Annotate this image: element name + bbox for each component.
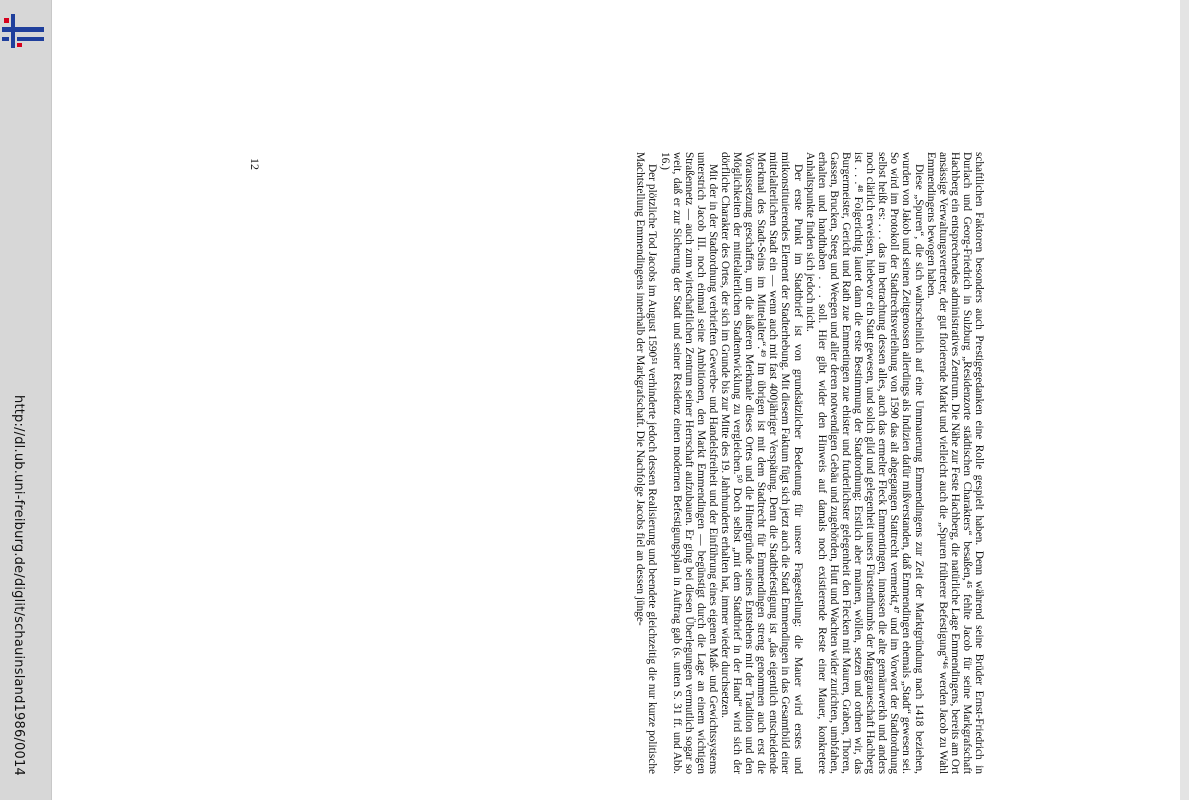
page-number: 12	[248, 158, 262, 170]
paragraph-5: Der plötzliche Tod Jacobs im August 1590⁵¹ verhinderte jedoch dessen Realisierung und beendete gleichzeitig die nur kurze politische Machtstellung Emmendingens innerhalb der Markgrafschaft. Die Nachfolge Jacobs fiel an dessen jünge-	[634, 152, 659, 774]
document-page	[634, 152, 985, 774]
right-scroll-edge	[1180, 0, 1189, 800]
ub-freiburg-logo-icon[interactable]	[2, 12, 46, 50]
paragraph-1: schaftlichen Faktoren besonders auch Prestigegedanken eine Rolle gespielt haben. Denn während seine Brüder Ernst-Friedrich in Durlach und Georg-Friedrich in Sulzburg „Residenzorte städtischen Charakters“ besaßen,⁴⁵ fehlte Jacob für seine Markgrafschaft Hachberg ein entsprechendes administratives Zentrum. Die Nähe zur Feste Hachberg, die natürliche Lage Emmendingens, bereits am Ort ansässige Verwaltungsvertreter, der gut florierende Markt und vielleicht auch die „Spuren früherer Befestigung“⁴⁶ werden Jacob zu Wahl Emmendingens bewogen haben.	[924, 152, 985, 774]
sidebar-caption	[0, 395, 26, 776]
paragraph-2: Diese „Spuren“, die sich wahrscheinlich auf eine Ummauerung Emmendingens zur Zeit der Marktgründung nach 1418 beziehen, wurden von Jakob und seinen Zeitgenossen allerdings als Indizien dafür mißverstanden, daß Emmendingen ehemals „Stadt“ gewesen sei. So wird im Protokoll der Stadtrechtsverleihung von 1590 das alt abgegangen Stattrecht vermerkt,⁴⁷ und im Vorwort der Stadtordnung selbst heißt es: . . . das im betrachtung dessen alles, auch das ermelter Fleck Emmentingen, innassen die alte gemäurwerkh und anders noch clärlich erweisen, hiebevor ein Statt gewesen, und solich glid und gelegenheit unsers Fürstenthumbs der Marggraueschaft Hachberg ist . . .⁴⁸ Folgerichtig lautet dann die erste Bestimmung der Stadtordnung: Erstlich aber mainen, wöllen, setzen und ordnen wir, das Burgermeister, Gericht und Rath zue Emmetingen zue ehister und furderlichster gelegenheit den Flecken mit Mauren, Graben, Thoren, Gassen, Brucken, Steeg und Weegen und aller deren notwendigen Gebäu und zugehörden, Hutt und Wachten wider zurichten, umbfahen, erhalten und handthaben . . . soll. Hier gibt wider den Hinweis auf damals noch existierende Reste einer Mauer, konkretere Anhaltspunkte finden sich jedoch nicht.	[803, 152, 925, 774]
paragraph-3: Der erste Punkt im Stadtbrief ist von grundsätzlicher Bedeutung für unsere Fragestellung: die Mauer wird erstes und mitkonstituierendes Element der Stadterhebung. Mit diesem Faktum fügt sich jetzt auch die Stadt Emmendingen in das Gesamtbild einer mittelalterlichen Stadt ein — wenn auch mit fast 400jähriger Verspätung. Denn die Stadtbefestigung ist „das eigentlich entscheidende Merkmal des Stadt-Seins im Mittelalter“.⁴⁹ Im übrigen ist mit dem Stadtrecht für Emmendingen streng genommen auch erst die Voraussetzung geschaffen, um die äußeren Merkmale dieses Ortes und die Hintergründe seines Entstehens mit der Tradition und den Möglichkeiten der mittelalterlichen Stadtentwicklung zu vergleichen.⁵⁰ Doch selbst „mit dem Stadtbrief in der Hand“ wird sich der dörfliche Charakter des Ortes, der sich im Grunde bis zur Mitte des 19. Jahrhunderts erhalten hat, immer wieder durchsetzen.	[719, 152, 804, 774]
paragraph-4: Mit der in der Stadtordnung verbrieften Gewerbe- und Handelsfreiheit und der Einführung eines eigenen Maß- und Gewichtssystems unterstrich Jacob III. noch einmal seine Ambitionen, den Markt Emmendingen — begünstigt durch die Lage an einem wichtigen Straßennetz — auch zum wirtschaftlichen Zentrum seiner Herrschaft aufzubauen. Er ging bei diesen Überlegungen vermutlich sogar so weit, daß er zur Sicherung der Stadt und seiner Residenz einen modernen Befestigungsplan in Auftrag gab (s. unten S. 31 ff. und Abb. 16.)	[658, 152, 719, 774]
source-url-link[interactable]: http://dl.ub.uni-freiburg.de/diglit/schauinsland1986/0014	[11, 395, 26, 776]
copyright-text	[0, 395, 1, 776]
sidebar	[0, 0, 52, 800]
